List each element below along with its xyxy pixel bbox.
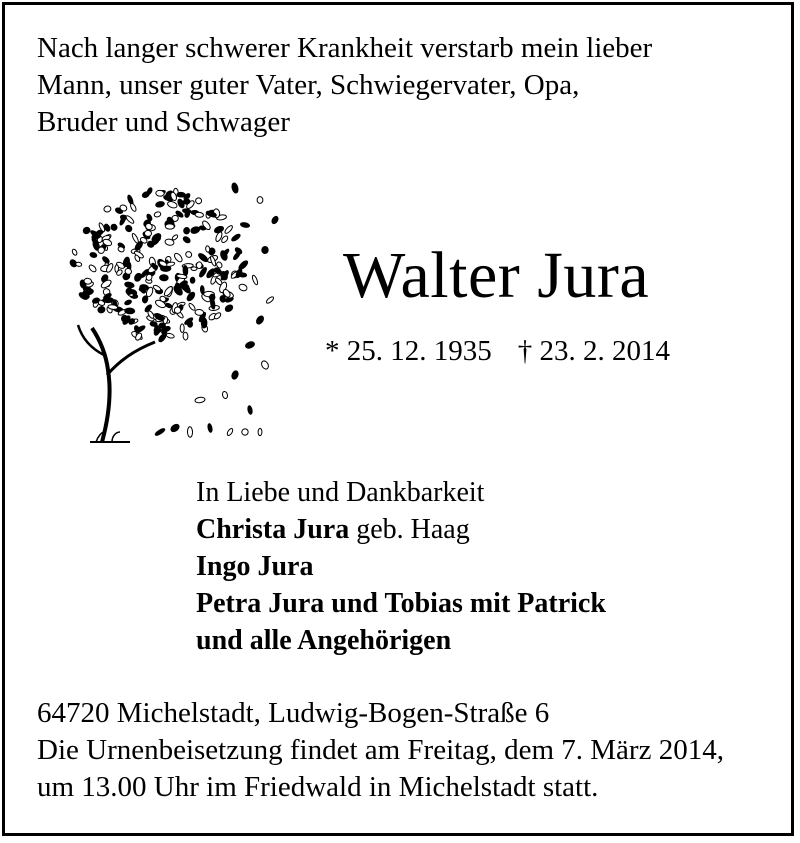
mourner-name: Ingo Jura bbox=[196, 551, 314, 582]
funeral-info-line: Die Urnenbeisetzung findet am Freitag, dem 7. März 2014, bbox=[37, 734, 724, 766]
mourner-line bbox=[196, 548, 606, 585]
intro-line: Nach langer schwerer Krankheit verstarb mein lieber bbox=[37, 32, 653, 64]
deceased-name: Walter Jura bbox=[343, 239, 650, 312]
dedication-line: In Liebe und Dankbarkeit bbox=[196, 477, 485, 508]
mourner-line bbox=[196, 511, 606, 548]
mourner-name: und alle Angehörigen bbox=[196, 625, 452, 656]
birth-date: * 25. 12. 1935 bbox=[325, 335, 492, 367]
intro-line: Bruder und Schwager bbox=[37, 106, 290, 138]
mourner-name: Christa Jura bbox=[196, 514, 350, 545]
intro-text bbox=[37, 30, 652, 141]
windblown-tree-icon bbox=[60, 170, 280, 450]
mourners-block bbox=[196, 474, 606, 659]
intro-line: Mann, unser guter Vater, Schwiegervater, Opa, bbox=[37, 69, 580, 101]
mourner-line bbox=[196, 622, 606, 659]
leaves-group bbox=[69, 182, 279, 437]
funeral-info-line: um 13.00 Uhr im Friedwald in Michelstadt statt. bbox=[37, 771, 599, 803]
mourner-name: Petra Jura und Tobias mit Patrick bbox=[196, 588, 606, 619]
address-block bbox=[37, 695, 724, 806]
mourner-note: geb. Haag bbox=[349, 514, 470, 545]
address-line: 64720 Michelstadt, Ludwig-Bogen-Straße 6 bbox=[37, 697, 550, 729]
death-date: † 23. 2. 2014 bbox=[517, 335, 670, 367]
mourner-line bbox=[196, 585, 606, 622]
life-dates bbox=[325, 333, 670, 369]
